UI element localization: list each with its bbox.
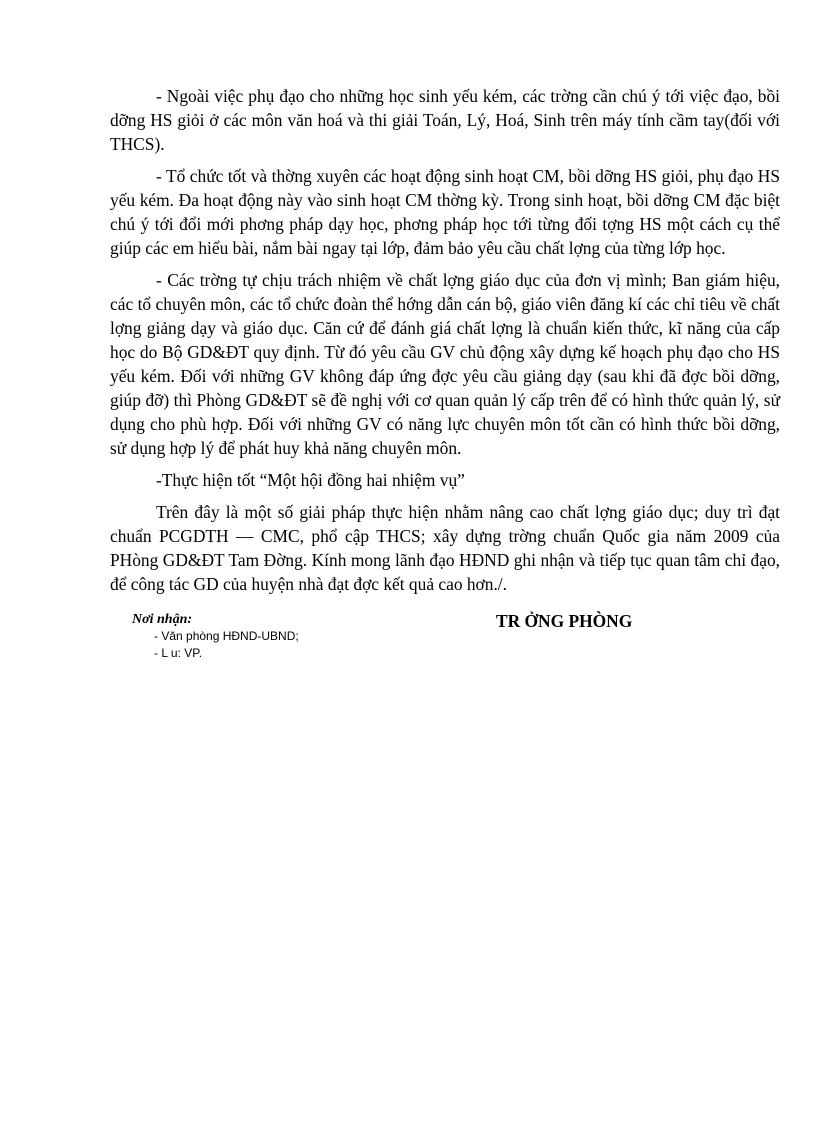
paragraph-council-duties: -Thực hiện tốt “Một hội đồng hai nhiệm vụ”: [156, 470, 465, 490]
recipients-block: [132, 612, 392, 662]
recipient-item: - L u: VP.: [154, 646, 203, 660]
paragraph-conclusion: Trên đây là một số giải pháp thực hiện nhằm nâng cao chất lợng giáo dục; duy trì đạt chuẩn PCGDTH — CMC, phổ cập THCS; xây dựng trờng chuẩn Quốc gia năm 2009 của PHòng GD&ĐT Tam Đờng. Kính mong lãnh đạo HĐND ghi nhận và tiếp tục quan tâm chỉ đạo, để công tác GD của huyện nhà đạt đợc kết quả cao hơn./.: [110, 502, 780, 594]
document-body: [110, 84, 780, 596]
paragraph-school-responsibility: - Các trờng tự chịu trách nhiệm về chất lợng giáo dục của đơn vị mình; Ban giám hiệu, các tổ chuyên môn, các tổ chức đoàn thể hớng dẫn cán bộ, giáo viên đăng kí các chỉ tiêu về chất lợng giảng dạy và giáo dục. Căn cứ để đánh giá chất lợng là chuẩn kiến thức, kĩ năng của cấp học do Bộ GD&ĐT quy định. Từ đó yêu cầu GV chủ động xây dựng kế hoạch phụ đạo cho HS yếu kém. Đối với những GV không đáp ứng đợc yêu cầu giảng dạy (sau khi đã đợc bồi dỡng, giúp đỡ) thì Phòng GD&ĐT sẽ đề nghị với cơ quan quản lý cấp trên để có hình thức quản lý, sử dụng cho phù hợp. Đối với những GV có năng lực chuyên môn tốt cần có hình thức bồi dỡng, sử dụng hợp lý để phát huy khả năng chuyên môn.: [110, 270, 780, 458]
paragraph-professional-activities: - Tổ chức tốt và thờng xuyên các hoạt động sinh hoạt CM, bồi dỡng HS giỏi, phụ đạo HS yếu kém. Đa hoạt động này vào sinh hoạt CM thờng kỳ. Trong sinh hoạt, bồi dỡng CM đặc biệt chú ý tới đổi mới phơng pháp dạy học, phơng pháp học tới từng đối tợng HS một cách cụ thể giúp các em hiểu bài, nắm bài ngay tại lớp, đảm bảo yêu cầu chất lợng của từng lớp học.: [110, 166, 780, 258]
recipient-item: - Văn phòng HĐND-UBND;: [154, 629, 299, 643]
paragraph-tutoring: - Ngoài việc phụ đạo cho những học sinh yếu kém, các trờng cần chú ý tới việc đạo, bồi dỡng HS giỏi ở các môn văn hoá và thi giải Toán, Lý, Hoá, Sinh trên máy tính cầm tay(đối với THCS).: [110, 86, 780, 154]
recipients-label: Nơi nhận:: [132, 612, 193, 627]
signature-title: TR ỞNG PHÒNG: [496, 611, 633, 631]
